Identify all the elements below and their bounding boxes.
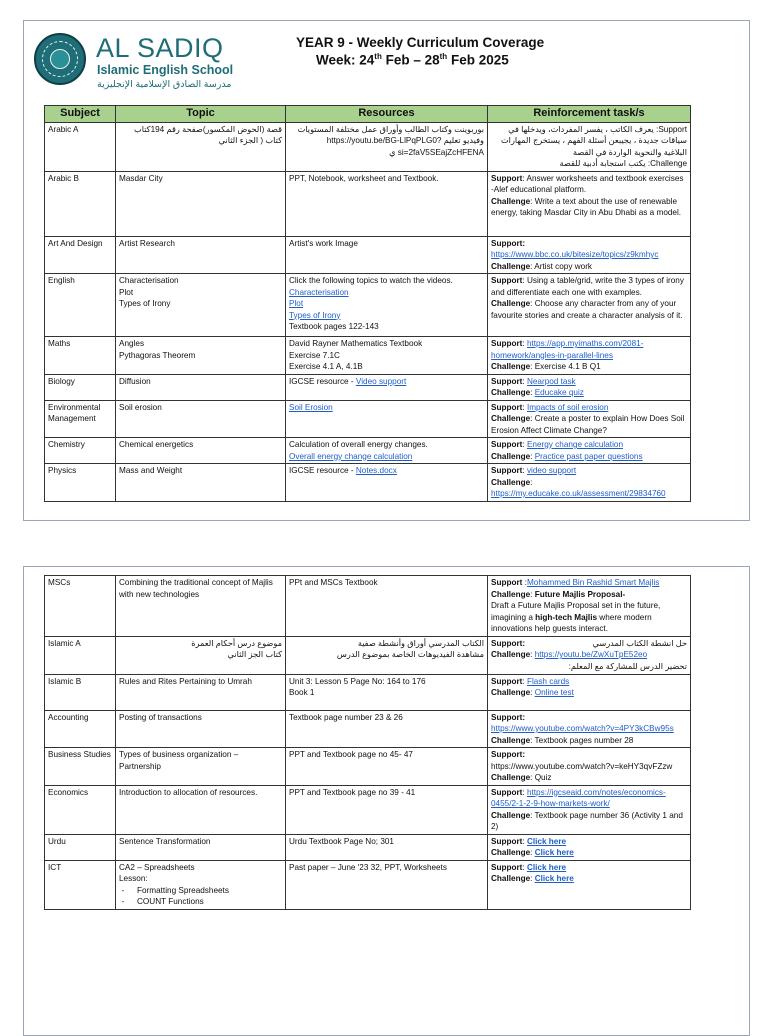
subject-cell: Business Studies: [45, 748, 116, 786]
curriculum-table-2: [44, 575, 691, 910]
reinforcement-cell: Support: Impacts of soil erosion Challenge: Create a poster to explain How Does Soil Erosion Affect Climate Change?: [488, 400, 691, 438]
school-logo: [34, 33, 86, 85]
resources-cell: Past paper – June '23 32, PPT, Worksheets: [286, 860, 488, 909]
table-row: [45, 400, 691, 438]
subject-cell: Islamic B: [45, 674, 116, 710]
challenge-link[interactable]: Click here: [534, 874, 574, 883]
topic-cell: قصة (الحوض المكسور)صفحة رقم 194كتاب كتاب ( الجزء الثاني: [116, 122, 286, 171]
list-item: - Formatting Spreadsheets: [131, 885, 282, 897]
resources-cell: Urdu Textbook Page No; 301: [286, 834, 488, 860]
reinforcement-cell: Support: Using a table/grid, write the 3 types of irony and differentiate each one with examples. Challenge: Choose any character from any of your favourite stories and create a character analysis of it.: [488, 274, 691, 337]
topic-cell: Posting of transactions: [116, 710, 286, 748]
topic-cell: Sentence Transformation: [116, 834, 286, 860]
table-header-row: [45, 106, 691, 123]
reinforcement-cell: Support :Mohammed Bin Rashid Smart Majlis Challenge: Future Majlis Proposal- Draft a Future Majlis Proposal set in the future, imagining a high-tech Majlis where modern innovations help guests interact.: [488, 576, 691, 637]
topic-cell: Masdar City: [116, 171, 286, 236]
support-text: Support: يعرف الكاتب ، يفسر المفردات، ويدخلها في سياقات جديدة ، يجيبعن أسئلة الفهم ، يستخرج المهارات البلاغية والنحوية الواردة في القصة: [500, 124, 687, 157]
topic-cell: Soil erosion: [116, 400, 286, 438]
table-row: [45, 236, 691, 274]
table-row: [45, 785, 691, 834]
topic-list: [119, 885, 282, 908]
resources-cell: PPT, Notebook, worksheet and Textbook.: [286, 171, 488, 236]
table-row: [45, 748, 691, 786]
table-row: [45, 122, 691, 171]
support-link[interactable]: https://app.myimaths.com/2081-homework/angles-in-parallel-lines: [491, 339, 644, 360]
reinforcement-cell: Support: video support Challenge: https://my.educake.co.uk/assessment/29834760: [488, 464, 691, 502]
subject-cell: Arabic A: [45, 122, 116, 171]
support-link[interactable]: Energy change calculation: [526, 440, 623, 449]
subject-cell: ICT: [45, 860, 116, 909]
subject-cell: MSCs: [45, 576, 116, 637]
reinforcement-cell: Support: Click here Challenge: Click here: [488, 834, 691, 860]
resources-cell: IGCSE resource - Notes.docx: [286, 464, 488, 502]
subject-cell: Art And Design: [45, 236, 116, 274]
support-link[interactable]: Flash cards: [526, 676, 570, 686]
col-header-resources: Resources: [286, 106, 488, 123]
subject-cell: Arabic B: [45, 171, 116, 236]
challenge-link[interactable]: https://youtu.be/ZwXuTpE52eo: [534, 650, 648, 659]
support-link[interactable]: https://www.bbc.co.uk/bitesize/topics/z9kmhyc: [491, 250, 659, 259]
page-2: [23, 566, 750, 1036]
table-row: [45, 710, 691, 748]
topic-cell: Angles Pythagoras Theorem: [116, 337, 286, 375]
subject-cell: Economics: [45, 785, 116, 834]
support-link[interactable]: https://www.youtube.com/watch?v=4PY3kCBw95s: [491, 724, 674, 733]
topic-cell: Types of business organization – Partnership: [116, 748, 286, 786]
reinforcement-cell: Support: Answer worksheets and textbook exercises -Alef educational platform. Challenge: Write a text about the use of renewable energy, taking Masdar City in Abu Dhabi as a model.: [488, 171, 691, 236]
subject-cell: Maths: [45, 337, 116, 375]
page-1: [23, 20, 750, 521]
subject-cell: Biology: [45, 374, 116, 400]
reinforcement-cell: Support: Energy change calculation Challenge: Practice past paper questions: [488, 438, 691, 464]
topic-cell: موضوع درس أحكام العمرة كتاب الجز الثاني: [116, 636, 286, 674]
resources-cell: Calculation of overall energy changes. Overall energy change calculation: [286, 438, 488, 464]
resources-cell: IGCSE resource - Video support: [286, 374, 488, 400]
topic-cell: Introduction to allocation of resources.: [116, 785, 286, 834]
reinforcement-cell: [488, 122, 691, 171]
resources-cell: David Rayner Mathematics Textbook Exercise 7.1C Exercise 4.1 A, 4.1B: [286, 337, 488, 375]
support-link[interactable]: video support: [526, 466, 577, 475]
reinforcement-cell: Support: Flash cards Challenge: Online test: [488, 674, 691, 710]
topic-cell: CA2 – Spreadsheets Lesson: - Formatting Spreadsheets - COUNT Functions: [116, 860, 286, 909]
topic-cell: Chemical energetics: [116, 438, 286, 464]
school-subtitle: Islamic English School: [97, 63, 234, 77]
resources-cell: PPT and Textbook page no 39 - 41: [286, 785, 488, 834]
table-row: [45, 674, 691, 710]
subject-cell: Physics: [45, 464, 116, 502]
topic-cell: Artist Research: [116, 236, 286, 274]
resources-cell: بوربوينت وكتاب الطالب وأوراق عمل مختلفة المستويات وفيديو تعليم https://youtu.be/BG-LlPqPLG0?si=2faV5SEajZcHFENA ي: [286, 122, 488, 171]
challenge-link[interactable]: https://my.educake.co.uk/assessment/29834760: [491, 489, 666, 498]
topic-cell: Characterisation Plot Types of Irony: [116, 274, 286, 337]
support-link[interactable]: https://igcseaid.com/notes/economics-0455/2-1-2-9-how-markets-work/: [491, 787, 666, 808]
table-row: [45, 464, 691, 502]
subject-cell: Urdu: [45, 834, 116, 860]
table-row: [45, 171, 691, 236]
col-header-reinforcement: Reinforcement task/s: [488, 106, 691, 123]
topic-cell: Mass and Weight: [116, 464, 286, 502]
curriculum-table-1: [44, 105, 691, 502]
reinforcement-cell: Support: https://www.youtube.com/watch?v=4PY3kCBw95s Challenge: Textbook pages number 28: [488, 710, 691, 748]
reinforcement-cell: Support: https://www.bbc.co.uk/bitesize/topics/z9kmhyc Challenge: Artist copy work: [488, 236, 691, 274]
subject-cell: English: [45, 274, 116, 337]
challenge-link[interactable]: Educake quiz: [534, 388, 584, 397]
topic-cell: Rules and Rites Pertaining to Umrah: [116, 674, 286, 710]
school-name: AL SADIQ: [96, 33, 224, 63]
school-arabic-name: مدرسة الصادق الإسلامية الإنجليزية: [97, 79, 232, 90]
resources-cell: Click the following topics to watch the videos. Characterisation Plot Types of Irony Textbook pages 122-143: [286, 274, 488, 337]
topic-cell: Combining the traditional concept of Majlis with new technologies: [116, 576, 286, 637]
resource-link[interactable]: Overall energy change calculation: [289, 451, 413, 461]
week-range: Week: 24th Feb – 28th Feb 2025: [316, 52, 509, 68]
document-title: YEAR 9 - Weekly Curriculum Coverage: [296, 35, 545, 50]
list-item: - COUNT Functions: [131, 896, 282, 908]
resource-link[interactable]: Video support: [355, 376, 407, 386]
table-row: [45, 274, 691, 337]
subject-cell: Chemistry: [45, 438, 116, 464]
reinforcement-cell: Support: حل انشطة الكتاب المدرسي Challenge: https://youtu.be/ZwXuTpE52eo تحضير الدرس للمشاركة مع المعلم:: [488, 636, 691, 674]
subject-cell: Accounting: [45, 710, 116, 748]
support-link[interactable]: Mohammed Bin Rashid Smart Majlis: [526, 578, 660, 587]
table-row: [45, 576, 691, 637]
resource-link[interactable]: Notes.docx: [355, 466, 397, 475]
resource-link[interactable]: Types of Irony: [289, 310, 341, 320]
resources-cell: PPt and MSCs Textbook: [286, 576, 488, 637]
subject-cell: Islamic A: [45, 636, 116, 674]
resources-cell: Artist's work Image: [286, 236, 488, 274]
document-header: [24, 21, 749, 101]
table-row: [45, 438, 691, 464]
challenge-link[interactable]: Online test: [534, 688, 574, 697]
resource-link[interactable]: Characterisation: [289, 287, 349, 297]
reinforcement-cell: Support: https://app.myimaths.com/2081-homework/angles-in-parallel-lines Challenge: Exercise 4.1 B Q1: [488, 337, 691, 375]
challenge-link[interactable]: Practice past paper questions: [534, 451, 643, 461]
table-row: [45, 860, 691, 909]
reinforcement-cell: Support: Click here Challenge: Click here: [488, 860, 691, 909]
support-link[interactable]: Click here: [526, 862, 567, 872]
support-url-text: https://www.youtube.com/watch?v=keHY3qvFZzw: [491, 761, 673, 771]
reinforcement-cell: Support: https://igcseaid.com/notes/economics-0455/2-1-2-9-how-markets-work/ Challenge: Textbook page number 36 (Activity 1 and 2): [488, 785, 691, 834]
support-link[interactable]: Click here: [526, 836, 567, 846]
col-header-topic: Topic: [116, 106, 286, 123]
resources-cell: Unit 3: Lesson 5 Page No: 164 to 176 Book 1: [286, 674, 488, 710]
subject-cell: Environmental Management: [45, 400, 116, 438]
table-row: [45, 636, 691, 674]
resources-cell: Textbook page number 23 & 26: [286, 710, 488, 748]
table-row: [45, 374, 691, 400]
challenge-text: Challenge: يكتب استجابة أدبية للقصة: [559, 159, 687, 168]
table-row: [45, 834, 691, 860]
resources-cell: الكتاب المدرسي أوراق وأنشطة صفية مشاهدة الفيديوهات الخاصة بموضوع الدرس: [286, 636, 488, 674]
support-link[interactable]: Impacts of soil erosion: [526, 402, 609, 412]
table-row: [45, 337, 691, 375]
resources-cell: PPT and Textbook page no 45- 47: [286, 748, 488, 786]
col-header-subject: Subject: [45, 106, 116, 123]
support-link[interactable]: Nearpod task: [526, 376, 576, 386]
resource-link[interactable]: Plot: [289, 299, 304, 308]
reinforcement-cell: Support: https://www.youtube.com/watch?v=keHY3qvFZzw Challenge: Quiz: [488, 748, 691, 786]
resource-link[interactable]: Soil Erosion: [289, 402, 333, 412]
challenge-link[interactable]: Click here: [534, 848, 574, 857]
topic-cell: Diffusion: [116, 374, 286, 400]
resources-cell: [286, 400, 488, 438]
reinforcement-cell: Support: Nearpod task Challenge: Educake quiz: [488, 374, 691, 400]
